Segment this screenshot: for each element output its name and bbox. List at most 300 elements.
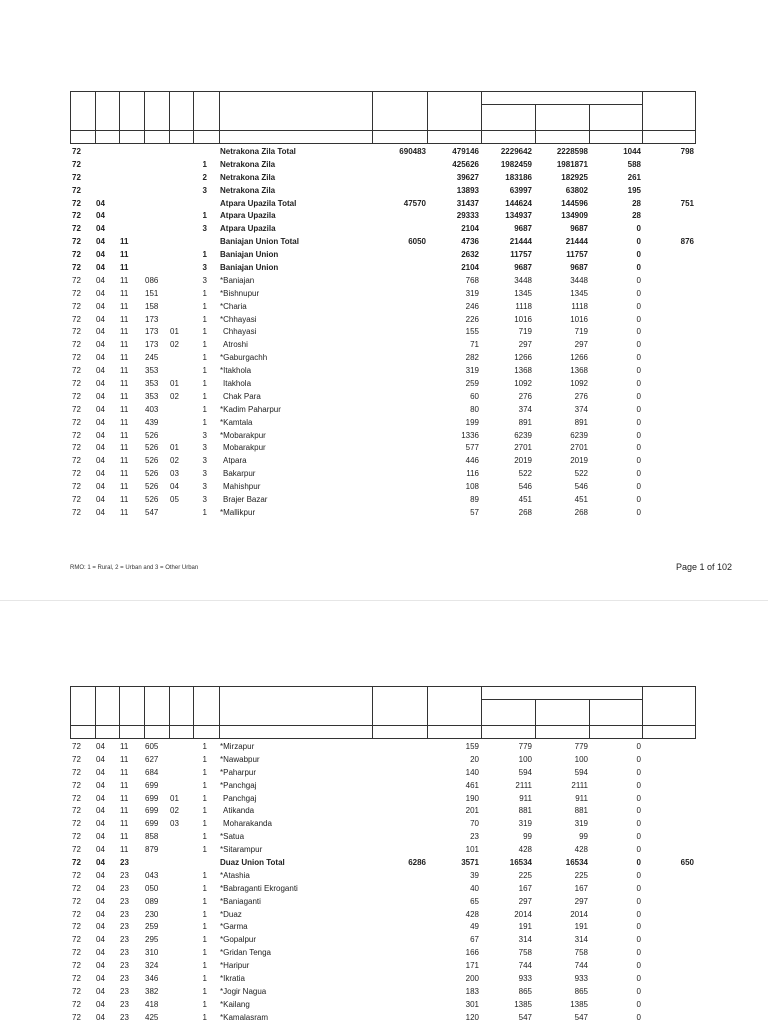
population-total-cell: 522 xyxy=(518,469,532,479)
population-total-cell: 6239 xyxy=(514,430,532,440)
mauza-code-cell: 173 xyxy=(145,314,159,324)
union-code-cell: 23 xyxy=(120,883,129,893)
upazila-code-cell: 04 xyxy=(96,780,105,790)
rmo-code-cell: 1 xyxy=(202,417,207,427)
table-row xyxy=(0,391,768,404)
table-row xyxy=(0,301,768,314)
households-value-cell: 200 xyxy=(465,974,479,984)
zila-code-cell: 72 xyxy=(72,1012,81,1022)
rmo-code-cell: 1 xyxy=(202,935,207,945)
rmo-code-cell: 1 xyxy=(202,288,207,298)
population-institutional-cell: 0 xyxy=(636,224,641,234)
upazila-code-cell: 04 xyxy=(96,391,105,401)
population-institutional-cell: 0 xyxy=(636,1012,641,1022)
mauza-code-cell: 353 xyxy=(145,379,159,389)
population-institutional-cell: 0 xyxy=(636,819,641,829)
upazila-code-cell: 04 xyxy=(96,469,105,479)
population-total-cell: 297 xyxy=(518,340,532,350)
union-code-cell: 11 xyxy=(120,819,129,829)
union-code-cell: 11 xyxy=(120,340,129,350)
zila-code-cell: 72 xyxy=(72,832,81,842)
area-name-cell: *Mobarakpur xyxy=(220,430,266,440)
households-value-cell: 461 xyxy=(465,780,479,790)
mauza-code-cell: 526 xyxy=(145,430,159,440)
zila-code-cell: 72 xyxy=(72,767,81,777)
area-name-cell: *Ikratia xyxy=(220,974,245,984)
zila-code-cell: 72 xyxy=(72,819,81,829)
area-name-cell: Baniajan Union xyxy=(220,263,279,273)
population-institutional-cell: 0 xyxy=(636,832,641,842)
union-code-cell: 23 xyxy=(120,870,129,880)
union-code-cell: 11 xyxy=(120,263,129,273)
area-name-cell: *Baniajan xyxy=(220,275,255,285)
zila-code-cell: 72 xyxy=(72,224,81,234)
document-page-2 xyxy=(0,600,768,1025)
population-institutional-cell: 0 xyxy=(636,366,641,376)
rmo-code-cell: 1 xyxy=(202,845,207,855)
upazila-code-cell: 04 xyxy=(96,754,105,764)
area-name-cell: Chak Para xyxy=(223,391,261,401)
population-general-cell: 594 xyxy=(574,767,588,777)
mauza-code-cell: 382 xyxy=(145,986,159,996)
area-name-cell: Moharakanda xyxy=(223,819,272,829)
households-value-cell: 201 xyxy=(465,806,479,816)
rmo-code-cell: 1 xyxy=(202,948,207,958)
union-code-cell: 23 xyxy=(120,909,129,919)
rmo-code-cell: 3 xyxy=(202,495,207,505)
table-row xyxy=(0,870,768,883)
upazila-code-cell: 04 xyxy=(96,495,105,505)
mauza-code-cell: 295 xyxy=(145,935,159,945)
population-institutional-cell: 0 xyxy=(636,469,641,479)
households-value-cell: 2632 xyxy=(461,250,479,260)
population-general-cell: 1345 xyxy=(570,288,588,298)
village-code-cell: 01 xyxy=(170,327,179,337)
village-code-cell: 02 xyxy=(170,456,179,466)
data-rows xyxy=(0,146,768,520)
population-general-cell: 134909 xyxy=(561,211,588,221)
population-total-cell: 63997 xyxy=(509,185,532,195)
upazila-code-cell: 04 xyxy=(96,922,105,932)
rmo-code-cell: 1 xyxy=(202,250,207,260)
population-institutional-cell: 0 xyxy=(636,379,641,389)
union-code-cell: 11 xyxy=(120,793,129,803)
zila-code-cell: 72 xyxy=(72,469,81,479)
population-institutional-cell: 0 xyxy=(636,754,641,764)
population-general-cell: 865 xyxy=(574,986,588,996)
rmo-code-cell: 3 xyxy=(202,263,207,273)
zila-code-cell: 72 xyxy=(72,417,81,427)
population-total-cell: 779 xyxy=(518,742,532,751)
union-code-cell: 11 xyxy=(120,482,129,492)
rmo-code-cell: 1 xyxy=(202,883,207,893)
page-number: Page 1 of 102 xyxy=(675,562,732,572)
population-total-cell: 758 xyxy=(518,948,532,958)
population-institutional-cell: 0 xyxy=(636,314,641,324)
zila-code-cell: 72 xyxy=(72,327,81,337)
rmo-code-cell: 1 xyxy=(202,974,207,984)
zila-code-cell: 72 xyxy=(72,883,81,893)
data-rows xyxy=(0,741,768,1025)
population-total-cell: 183186 xyxy=(505,172,532,182)
population-total-cell: 3448 xyxy=(514,275,532,285)
population-total-cell: 16534 xyxy=(509,858,532,868)
union-code-cell: 11 xyxy=(120,430,129,440)
rmo-code-cell: 1 xyxy=(202,819,207,829)
population-total-cell: 2229642 xyxy=(500,147,532,156)
table-row xyxy=(0,430,768,443)
table-row xyxy=(0,960,768,973)
mauza-code-cell: 086 xyxy=(145,275,159,285)
population-total-cell: 865 xyxy=(518,986,532,996)
union-code-cell: 11 xyxy=(120,275,129,285)
population-total-cell: 2701 xyxy=(514,443,532,453)
upazila-code-cell: 04 xyxy=(96,443,105,453)
households-value-cell: 190 xyxy=(465,793,479,803)
population-institutional-cell: 0 xyxy=(636,845,641,855)
households-value-cell: 4736 xyxy=(461,237,479,247)
households-value-cell: 259 xyxy=(465,379,479,389)
rmo-code-cell: 1 xyxy=(202,379,207,389)
zila-code-cell: 72 xyxy=(72,870,81,880)
union-code-cell: 11 xyxy=(120,754,129,764)
zila-code-cell: 72 xyxy=(72,275,81,285)
rmo-code-cell: 1 xyxy=(202,961,207,971)
households-value-cell: 39 xyxy=(470,870,479,880)
area-name-cell: *Kamalasram xyxy=(220,1012,269,1022)
households-value-cell: 159 xyxy=(465,742,479,751)
population-general-cell: 268 xyxy=(574,507,588,517)
population-total-cell: 144624 xyxy=(505,198,532,208)
union-code-cell: 11 xyxy=(120,469,129,479)
population-total-cell: 1118 xyxy=(515,301,532,311)
population-general-cell: 2014 xyxy=(570,909,588,919)
population-total-cell: 99 xyxy=(523,832,532,842)
upazila-code-cell: 04 xyxy=(96,237,105,247)
households-value-cell: 199 xyxy=(465,417,479,427)
area-name-cell: *Itakhola xyxy=(220,366,252,376)
area-name-cell: Mobarakpur xyxy=(223,443,266,453)
households-value-cell: 577 xyxy=(465,443,479,453)
population-institutional-cell: 0 xyxy=(636,288,641,298)
population-general-cell: 314 xyxy=(574,935,588,945)
households-value-cell: 71 xyxy=(470,340,479,350)
population-general-cell: 2111 xyxy=(571,780,588,790)
area-name-cell: Brajer Bazar xyxy=(223,495,268,505)
population-institutional-cell: 0 xyxy=(636,391,641,401)
population-institutional-cell: 0 xyxy=(636,263,641,273)
households-value-cell: 23 xyxy=(470,832,479,842)
upazila-code-cell: 04 xyxy=(96,793,105,803)
union-code-cell: 11 xyxy=(120,237,129,247)
zila-code-cell: 72 xyxy=(72,456,81,466)
table-row xyxy=(0,326,768,339)
mauza-code-cell: 050 xyxy=(145,883,159,893)
households-value-cell: 319 xyxy=(465,366,479,376)
union-code-cell: 23 xyxy=(120,986,129,996)
population-general-cell: 744 xyxy=(574,961,588,971)
upazila-code-cell: 04 xyxy=(96,909,105,919)
mauza-code-cell: 547 xyxy=(145,507,159,517)
zila-code-cell: 72 xyxy=(72,922,81,932)
population-total-cell: 268 xyxy=(518,507,532,517)
households-value-cell: 171 xyxy=(465,961,479,971)
population-institutional-cell: 0 xyxy=(636,443,641,453)
union-code-cell: 11 xyxy=(120,391,129,401)
zila-code-cell: 72 xyxy=(72,391,81,401)
population-general-cell: 1092 xyxy=(570,379,588,389)
area-name-cell: *Haripur xyxy=(220,961,250,971)
population-general-cell: 9687 xyxy=(570,263,588,273)
upazila-code-cell: 04 xyxy=(96,198,105,208)
rmo-code-cell: 1 xyxy=(202,767,207,777)
upazila-code-cell: 04 xyxy=(96,288,105,298)
population-institutional-cell: 0 xyxy=(636,974,641,984)
upazila-code-cell: 04 xyxy=(96,896,105,906)
population-general-cell: 779 xyxy=(574,742,588,751)
union-code-cell: 23 xyxy=(120,999,129,1009)
union-code-cell: 23 xyxy=(120,974,129,984)
zila-code-cell: 72 xyxy=(72,340,81,350)
households-value-cell: 183 xyxy=(465,986,479,996)
rmo-code-cell: 1 xyxy=(202,391,207,401)
population-institutional-cell: 0 xyxy=(636,922,641,932)
union-code-cell: 11 xyxy=(120,495,129,505)
rmo-code-cell: 1 xyxy=(202,793,207,803)
zila-code-cell: 72 xyxy=(72,845,81,855)
population-general-cell: 225 xyxy=(574,870,588,880)
area-name-cell: Mahishpur xyxy=(223,482,261,492)
area-name-cell: *Kamtala xyxy=(220,417,253,427)
mauza-code-cell: 353 xyxy=(145,391,159,401)
area-name-cell: *Gaburgachh xyxy=(220,353,268,363)
rmo-code-cell: 1 xyxy=(202,922,207,932)
rmo-code-cell: 1 xyxy=(202,353,207,363)
union-code-cell: 23 xyxy=(120,922,129,932)
zila-code-cell: 72 xyxy=(72,250,81,260)
mauza-code-cell: 089 xyxy=(145,896,159,906)
population-institutional-cell: 0 xyxy=(636,793,641,803)
table-row xyxy=(0,805,768,818)
population-general-cell: 16534 xyxy=(565,858,588,868)
table-row xyxy=(0,417,768,430)
population-institutional-cell: 0 xyxy=(636,896,641,906)
area-name-cell: *Garma xyxy=(220,922,248,932)
households-value-cell: 60 xyxy=(470,391,479,401)
population-institutional-cell: 0 xyxy=(636,404,641,414)
mauza-code-cell: 245 xyxy=(145,353,159,363)
upazila-code-cell: 04 xyxy=(96,456,105,466)
union-code-cell: 11 xyxy=(120,366,129,376)
rmo-code-cell: 1 xyxy=(202,870,207,880)
population-general-cell: 374 xyxy=(574,404,588,414)
population-institutional-cell: 28 xyxy=(632,198,641,208)
mauza-code-cell: 353 xyxy=(145,366,159,376)
population-total-cell: 1266 xyxy=(514,353,532,363)
mauza-code-cell: 879 xyxy=(145,845,159,855)
mauza-code-cell: 151 xyxy=(145,288,159,298)
table-row xyxy=(0,831,768,844)
population-total-cell: 2019 xyxy=(514,456,532,466)
population-total-cell: 374 xyxy=(518,404,532,414)
rmo-code-cell: 2 xyxy=(202,172,207,182)
population-general-cell: 451 xyxy=(574,495,588,505)
zila-code-cell: 72 xyxy=(72,198,81,208)
population-total-cell: 134937 xyxy=(505,211,532,221)
table-row xyxy=(0,896,768,909)
village-code-cell: 02 xyxy=(170,340,179,350)
population-institutional-cell: 0 xyxy=(636,780,641,790)
union-code-cell: 11 xyxy=(120,404,129,414)
population-institutional-cell: 0 xyxy=(636,767,641,777)
population-institutional-cell: 0 xyxy=(636,986,641,996)
rmo-code-cell: 3 xyxy=(202,469,207,479)
area-name-cell: *Chhayasi xyxy=(220,314,257,324)
population-total-cell: 881 xyxy=(518,806,532,816)
population-institutional-cell: 0 xyxy=(636,275,641,285)
rmo-code-cell: 3 xyxy=(202,224,207,234)
population-general-cell: 21444 xyxy=(565,237,588,247)
union-code-cell: 11 xyxy=(120,417,129,427)
union-code-cell: 23 xyxy=(120,935,129,945)
area-value-cell: 690483 xyxy=(399,147,426,156)
area-name-cell: Netrakona Zila xyxy=(220,172,276,182)
rmo-code-cell: 1 xyxy=(202,806,207,816)
population-institutional-cell: 0 xyxy=(636,237,641,247)
area-name-cell: *Jogir Nagua xyxy=(220,986,267,996)
population-total-cell: 2014 xyxy=(514,909,532,919)
upazila-code-cell: 04 xyxy=(96,340,105,350)
area-name-cell: Netrakona Zila xyxy=(220,185,276,195)
mauza-code-cell: 526 xyxy=(145,443,159,453)
upazila-code-cell: 04 xyxy=(96,961,105,971)
mauza-code-cell: 605 xyxy=(145,742,159,751)
table-row xyxy=(0,262,768,275)
population-institutional-cell: 1044 xyxy=(623,147,641,156)
population-total-cell: 167 xyxy=(518,883,532,893)
village-code-cell: 02 xyxy=(170,806,179,816)
area-name-cell: *Sitarampur xyxy=(220,845,263,855)
table-row xyxy=(0,442,768,455)
area-name-cell: Chhayasi xyxy=(223,327,257,337)
zila-code-cell: 72 xyxy=(72,754,81,764)
zila-code-cell: 72 xyxy=(72,858,81,868)
population-total-cell: 191 xyxy=(518,922,532,932)
population-institutional-cell: 28 xyxy=(632,211,641,221)
area-name-cell: *Charia xyxy=(220,301,247,311)
area-name-cell: Atikanda xyxy=(223,806,255,816)
zila-code-cell: 72 xyxy=(72,443,81,453)
area-name-cell: Atpara Upazila Total xyxy=(220,198,297,208)
mauza-code-cell: 324 xyxy=(145,961,159,971)
zila-code-cell: 72 xyxy=(72,896,81,906)
zila-code-cell: 72 xyxy=(72,793,81,803)
households-value-cell: 2104 xyxy=(461,224,479,234)
area-name-cell: Duaz Union Total xyxy=(220,858,285,868)
village-code-cell: 05 xyxy=(170,495,179,505)
area-name-cell: *Kadim Paharpur xyxy=(220,404,281,414)
population-total-cell: 314 xyxy=(518,935,532,945)
village-code-cell: 03 xyxy=(170,819,179,829)
table-row xyxy=(0,198,768,211)
table-row xyxy=(0,741,768,754)
upazila-code-cell: 04 xyxy=(96,819,105,829)
mauza-code-cell: 526 xyxy=(145,456,159,466)
households-value-cell: 120 xyxy=(465,1012,479,1022)
households-value-cell: 3571 xyxy=(461,858,479,868)
zila-code-cell: 72 xyxy=(72,507,81,517)
area-name-cell: *Gridan Tenga xyxy=(220,948,271,958)
area-value-cell: 47570 xyxy=(403,198,426,208)
rmo-code-cell: 3 xyxy=(202,275,207,285)
upazila-code-cell: 04 xyxy=(96,250,105,260)
union-code-cell: 11 xyxy=(120,327,129,337)
upazila-code-cell: 04 xyxy=(96,379,105,389)
rmo-code-cell: 1 xyxy=(202,366,207,376)
population-general-cell: 144596 xyxy=(561,198,588,208)
upazila-code-cell: 04 xyxy=(96,327,105,337)
zila-code-cell: 72 xyxy=(72,159,81,169)
rmo-code-cell: 1 xyxy=(202,832,207,842)
population-general-cell: 6239 xyxy=(570,430,588,440)
union-code-cell: 11 xyxy=(120,507,129,517)
village-code-cell: 02 xyxy=(170,391,179,401)
upazila-code-cell: 04 xyxy=(96,935,105,945)
table-row xyxy=(0,314,768,327)
upazila-code-cell: 04 xyxy=(96,417,105,427)
mauza-code-cell: 699 xyxy=(145,793,159,803)
upazila-code-cell: 04 xyxy=(96,314,105,324)
area-name-cell: Atroshi xyxy=(223,340,248,350)
households-value-cell: 49 xyxy=(470,922,479,932)
rmo-code-cell: 3 xyxy=(202,443,207,453)
population-total-cell: 276 xyxy=(518,391,532,401)
population-total-cell: 1982459 xyxy=(500,159,532,169)
households-value-cell: 428 xyxy=(465,909,479,919)
zila-code-cell: 72 xyxy=(72,379,81,389)
households-value-cell: 166 xyxy=(465,948,479,958)
households-value-cell: 1336 xyxy=(461,430,479,440)
union-code-cell: 11 xyxy=(120,845,129,855)
table-row xyxy=(0,210,768,223)
population-general-cell: 9687 xyxy=(570,224,588,234)
area-name-cell: *Babraganti Ekroganti xyxy=(220,883,298,893)
area-name-cell: *Panchgaj xyxy=(220,780,257,790)
population-total-cell: 100 xyxy=(518,754,532,764)
households-value-cell: 2104 xyxy=(461,263,479,273)
population-general-cell: 276 xyxy=(574,391,588,401)
population-general-cell: 2701 xyxy=(570,443,588,453)
rmo-code-cell: 3 xyxy=(202,185,207,195)
mauza-code-cell: 418 xyxy=(145,999,159,1009)
households-value-cell: 425626 xyxy=(452,159,479,169)
table-row xyxy=(0,934,768,947)
population-institutional-cell: 0 xyxy=(636,909,641,919)
area-value-cell: 6050 xyxy=(408,237,426,247)
households-value-cell: 57 xyxy=(470,507,479,517)
households-value-cell: 39627 xyxy=(456,172,479,182)
table-row xyxy=(0,973,768,986)
households-value-cell: 67 xyxy=(470,935,479,945)
area-name-cell: Netrakona Zila Total xyxy=(220,147,296,156)
union-code-cell: 23 xyxy=(120,961,129,971)
rmo-code-cell: 3 xyxy=(202,482,207,492)
population-general-cell: 297 xyxy=(574,896,588,906)
population-total-cell: 911 xyxy=(519,793,532,803)
area-name-cell: Panchgaj xyxy=(223,793,257,803)
village-code-cell: 01 xyxy=(170,379,179,389)
zila-code-cell: 72 xyxy=(72,742,81,751)
